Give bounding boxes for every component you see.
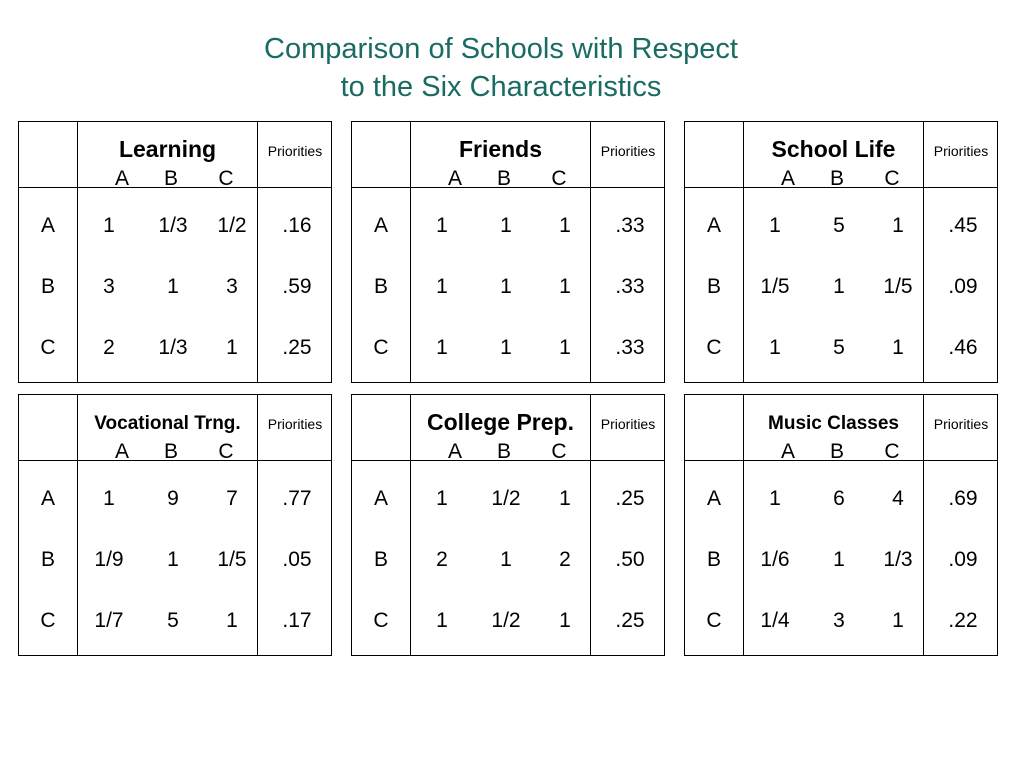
matrix-cell: 1/2 — [491, 609, 521, 632]
column-header: B — [496, 440, 511, 463]
matrix-cell: 7 — [226, 487, 238, 510]
divider — [590, 122, 591, 382]
matrix-cell: 1 — [500, 548, 512, 571]
column-header: B — [163, 167, 178, 190]
matrix-music-classes — [684, 394, 998, 656]
column-header: C — [884, 167, 900, 190]
matrix-title: Vocational Trng. — [94, 413, 241, 434]
matrix-school-life — [684, 121, 998, 383]
matrix-cell: 6 — [833, 487, 845, 510]
matrix-cell: 1 — [500, 275, 512, 298]
matrix-cell: 2 — [436, 548, 448, 571]
matrix-cell: 1/5 — [217, 548, 247, 571]
column-header: C — [218, 167, 234, 190]
priority-value: .17 — [282, 609, 312, 632]
column-header: C — [551, 440, 567, 463]
priority-value: .33 — [615, 214, 645, 237]
matrix-cell: 9 — [167, 487, 179, 510]
priority-value: .69 — [948, 487, 978, 510]
column-header: C — [218, 440, 234, 463]
matrix-cell: 1/4 — [760, 609, 790, 632]
matrix-cell: 5 — [833, 336, 845, 359]
row-label: A — [706, 214, 721, 237]
matrix-cell: 1 — [436, 214, 448, 237]
column-header: C — [551, 167, 567, 190]
matrix-cell: 3 — [226, 275, 238, 298]
matrix-learning — [18, 121, 332, 383]
row-label: A — [373, 214, 388, 237]
column-header: B — [829, 440, 844, 463]
column-header: A — [780, 440, 795, 463]
row-label: B — [706, 275, 721, 298]
matrix-cell: 1 — [833, 275, 845, 298]
column-header: A — [114, 167, 129, 190]
matrix-cell: 1 — [559, 214, 571, 237]
column-header: A — [447, 167, 462, 190]
priority-value: .59 — [282, 275, 312, 298]
matrix-cell: 1 — [769, 487, 781, 510]
matrix-cell: 4 — [892, 487, 904, 510]
matrix-cell: 1/3 — [158, 214, 188, 237]
matrix-cell: 1 — [892, 214, 904, 237]
priority-value: .46 — [948, 336, 978, 359]
priority-value: .09 — [948, 548, 978, 571]
matrix-cell: 1 — [103, 487, 115, 510]
matrix-cell: 1 — [436, 487, 448, 510]
matrix-cell: 5 — [167, 609, 179, 632]
matrix-college-prep — [351, 394, 665, 656]
slide-title — [0, 30, 1002, 106]
column-header: B — [829, 167, 844, 190]
priority-value: .25 — [282, 336, 312, 359]
priorities-label: Priorities — [933, 143, 989, 159]
column-header: A — [780, 167, 795, 190]
matrix-cell: 1/3 — [158, 336, 188, 359]
priorities-label: Priorities — [267, 416, 323, 432]
matrix-cell: 1 — [500, 336, 512, 359]
row-label: B — [40, 548, 55, 571]
matrix-cell: 1/9 — [94, 548, 124, 571]
matrix-cell: 1 — [559, 275, 571, 298]
row-label: B — [706, 548, 721, 571]
row-label: A — [373, 487, 388, 510]
matrix-cell: 1/2 — [491, 487, 521, 510]
matrix-cell: 1 — [892, 336, 904, 359]
matrix-cell: 1 — [769, 336, 781, 359]
row-label: B — [40, 275, 55, 298]
matrix-cell: 1 — [833, 548, 845, 571]
priority-value: .16 — [282, 214, 312, 237]
row-label: A — [706, 487, 721, 510]
column-header: A — [447, 440, 462, 463]
divider — [590, 395, 591, 655]
matrix-title: Learning — [118, 136, 217, 162]
matrix-cell: 1/2 — [217, 214, 247, 237]
matrix-vocational-training — [18, 394, 332, 656]
priorities-label: Priorities — [600, 143, 656, 159]
matrix-cell: 1 — [167, 275, 179, 298]
matrix-cell: 1 — [769, 214, 781, 237]
priority-value: .05 — [282, 548, 312, 571]
divider — [257, 395, 258, 655]
column-header: C — [884, 440, 900, 463]
row-label: B — [373, 275, 388, 298]
matrix-cell: 1 — [559, 487, 571, 510]
matrix-cell: 1/7 — [94, 609, 124, 632]
priorities-label: Priorities — [600, 416, 656, 432]
slide-title-line-2: to the Six Characteristics — [340, 71, 662, 103]
matrix-cell: 1 — [559, 609, 571, 632]
matrix-title: College Prep. — [427, 409, 574, 435]
priority-value: .33 — [615, 275, 645, 298]
row-label: C — [40, 336, 56, 359]
row-label: C — [373, 336, 389, 359]
priority-value: .33 — [615, 336, 645, 359]
slide-title-line-1: Comparison of Schools with Respect — [264, 33, 738, 65]
matrix-cell: 1/3 — [883, 548, 913, 571]
matrix-cell: 3 — [103, 275, 115, 298]
matrix-cell: 3 — [833, 609, 845, 632]
row-label: A — [40, 214, 55, 237]
matrix-cell: 1 — [436, 275, 448, 298]
matrix-cell: 1 — [103, 214, 115, 237]
matrix-cell: 5 — [833, 214, 845, 237]
priority-value: .77 — [282, 487, 312, 510]
priorities-label: Priorities — [267, 143, 323, 159]
matrix-cell: 1/5 — [883, 275, 913, 298]
priority-value: .45 — [948, 214, 978, 237]
matrix-cell: 1 — [436, 336, 448, 359]
matrix-cell: 2 — [103, 336, 115, 359]
row-label: C — [373, 609, 389, 632]
row-label: A — [40, 487, 55, 510]
priority-value: .25 — [615, 487, 645, 510]
row-label: C — [706, 609, 722, 632]
priorities-label: Priorities — [933, 416, 989, 432]
matrix-title: Music Classes — [768, 413, 899, 434]
priority-value: .09 — [948, 275, 978, 298]
matrix-cell: 1 — [559, 336, 571, 359]
priority-value: .25 — [615, 609, 645, 632]
column-header: A — [114, 440, 129, 463]
divider — [923, 395, 924, 655]
row-label: C — [706, 336, 722, 359]
divider — [257, 122, 258, 382]
column-header: B — [496, 167, 511, 190]
matrix-cell: 1 — [500, 214, 512, 237]
matrix-cell: 1 — [226, 336, 238, 359]
matrix-cell: 1 — [167, 548, 179, 571]
priority-value: .50 — [615, 548, 645, 571]
column-header: B — [163, 440, 178, 463]
matrix-cell: 1 — [436, 609, 448, 632]
matrix-cell: 1/5 — [760, 275, 790, 298]
divider — [923, 122, 924, 382]
priority-value: .22 — [948, 609, 978, 632]
row-label: C — [40, 609, 56, 632]
matrix-title: School Life — [771, 136, 896, 162]
matrix-cell: 1 — [892, 609, 904, 632]
matrix-cell: 1 — [226, 609, 238, 632]
matrix-cell: 1/6 — [760, 548, 790, 571]
matrix-title: Friends — [458, 136, 543, 162]
row-label: B — [373, 548, 388, 571]
matrix-friends — [351, 121, 665, 383]
matrix-cell: 2 — [559, 548, 571, 571]
